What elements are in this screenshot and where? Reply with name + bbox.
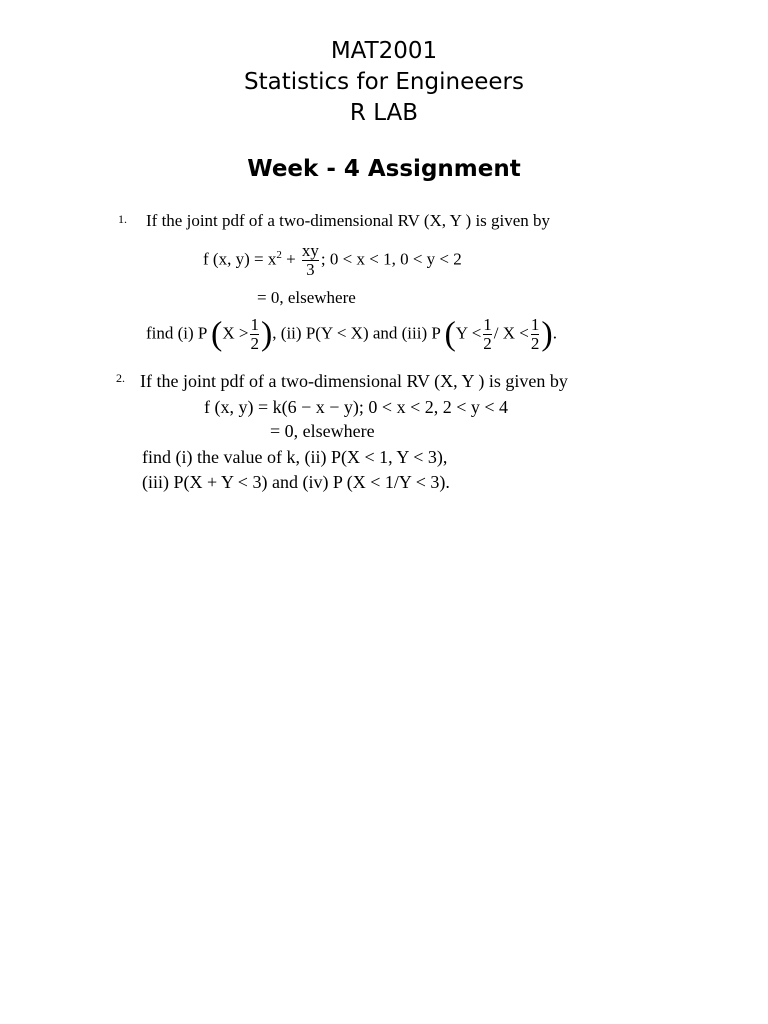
half-denominator: 2 (250, 334, 259, 353)
find-part-ii: , (ii) P(Y < X) and (iii) P (272, 323, 441, 343)
find-line-2: (iii) P(X + Y < 3) and (iv) P (X < 1/Y < 3). (142, 472, 450, 492)
formula-lhs: f (x, y) = x (203, 249, 277, 269)
pdf-formula: f (x, y) = k(6 − x − y); 0 < x < 2, 2 < y < 4 (204, 397, 509, 417)
fraction-denominator: 3 (302, 260, 319, 279)
question-number: 1. (118, 212, 127, 226)
lab-name: R LAB (349, 100, 419, 126)
formula-plus: + (281, 249, 300, 269)
fraction-half (483, 316, 492, 353)
cond-mid: / X < (493, 323, 529, 343)
left-paren: ( (444, 315, 456, 353)
half-numerator: 1 (530, 315, 540, 334)
find-line (146, 316, 557, 353)
fraction-half (531, 316, 540, 353)
document-header (0, 36, 768, 129)
find-part-i: find (i) P (146, 323, 207, 343)
half-denominator: 2 (530, 334, 540, 353)
fraction-numerator: xy (301, 241, 319, 260)
elsewhere-line: = 0, elsewhere (270, 421, 375, 441)
fraction-half (250, 316, 259, 353)
pdf-formula (203, 242, 462, 279)
half-denominator: 2 (483, 334, 492, 353)
elsewhere-line: = 0, elsewhere (257, 288, 356, 307)
right-paren: ) (541, 315, 553, 353)
question-number: 2. (116, 371, 125, 385)
find-line: find (i) the value of k, (ii) P(X < 1, Y < 3), (142, 447, 448, 467)
assignment-title: Week - 4 Assignment (247, 156, 521, 182)
period: . (552, 323, 557, 343)
half-numerator: 1 (483, 315, 492, 334)
cond-inner: Y < (455, 323, 482, 343)
half-numerator: 1 (250, 315, 259, 334)
formula-exponent: 2 (276, 248, 282, 261)
formula-domain: ; 0 < x < 1, 0 < y < 2 (320, 249, 462, 269)
right-paren: ) (260, 315, 273, 353)
prob-inner: X > (222, 323, 249, 343)
fraction (302, 242, 319, 279)
question-intro: If the joint pdf of a two-dimensional RV (X, Y ) is given by (140, 371, 568, 391)
course-title: Statistics for Engineeers (244, 69, 524, 95)
left-paren: ( (211, 315, 223, 353)
course-code: MAT2001 (330, 38, 438, 64)
question-intro: If the joint pdf of a two-dimensional RV (X, Y ) is given by (146, 211, 551, 230)
